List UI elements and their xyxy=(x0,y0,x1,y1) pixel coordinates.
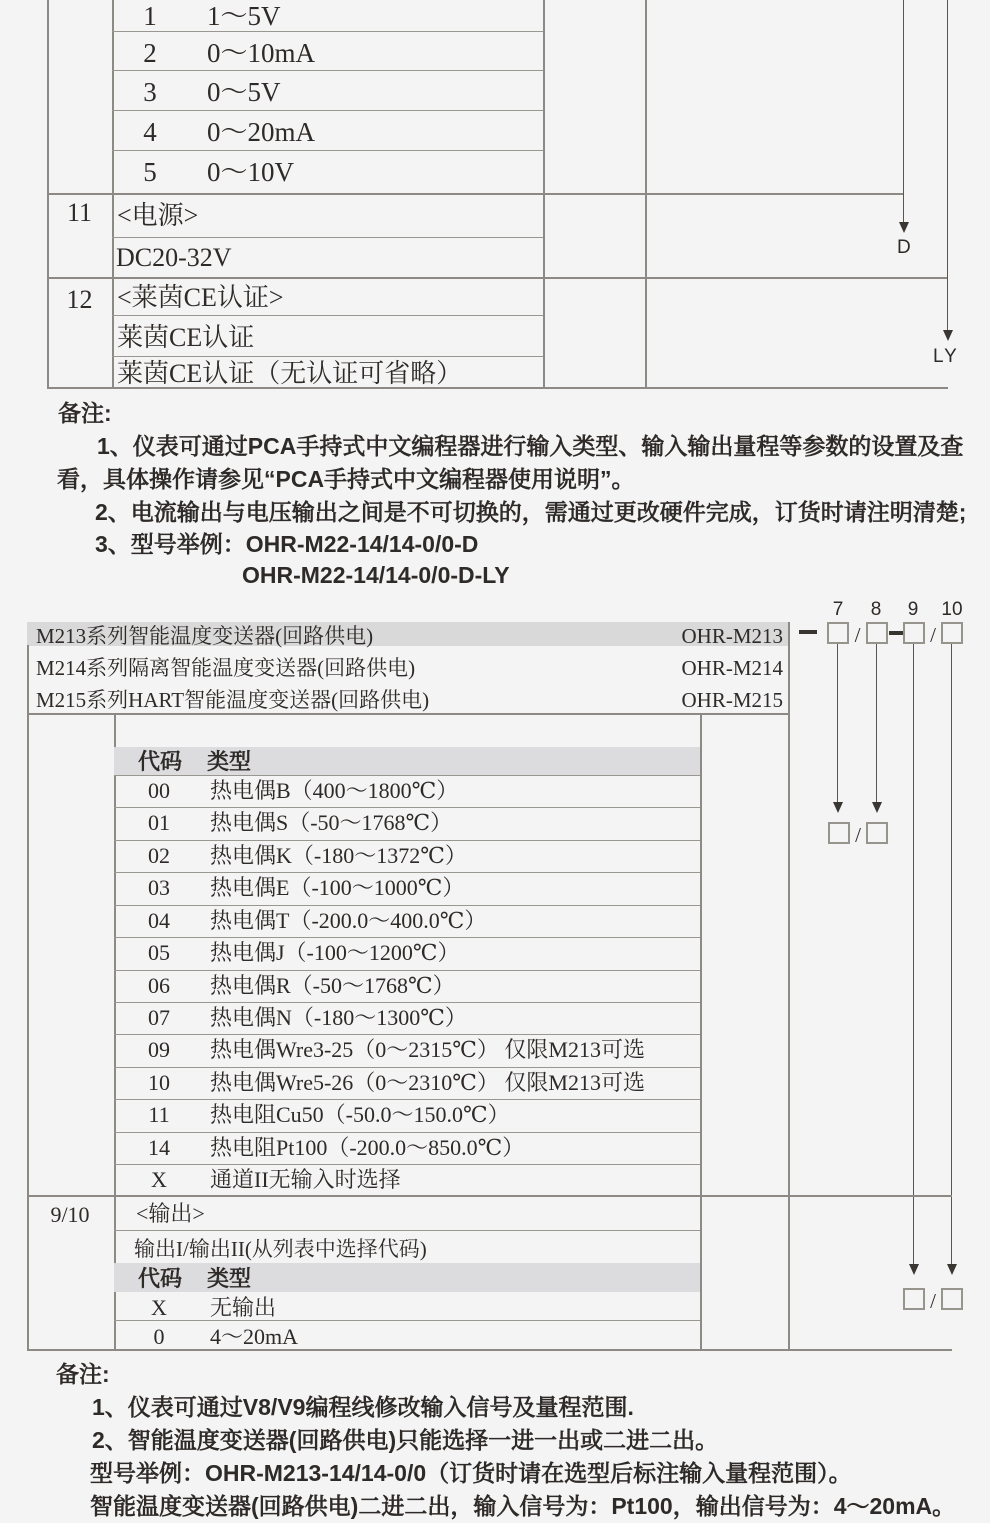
arrow-down-icon xyxy=(833,802,843,813)
option-label: 1～5V xyxy=(207,1,281,31)
selector-line-7 xyxy=(837,644,838,804)
column-header-code: 代码 xyxy=(138,1266,183,1291)
row-divider xyxy=(114,872,700,873)
row-divider xyxy=(114,1320,700,1321)
notes-title: 备注: xyxy=(56,1361,110,1387)
row-divider xyxy=(112,315,543,316)
table-row-type: 热电偶Wre3-25（0～2315℃） 仅限M213可选 xyxy=(210,1037,645,1062)
table-row-type: 热电偶N（-180～1300℃） xyxy=(210,1005,467,1030)
table-row-code: 09 xyxy=(148,1037,170,1062)
table-row-code: 0 xyxy=(153,1324,165,1349)
code-box-9 xyxy=(903,622,925,644)
table-bottom-border xyxy=(27,1349,952,1351)
arrow-down-icon xyxy=(899,222,909,233)
table-row-type: 通道II无输入时选择 xyxy=(210,1167,401,1192)
option-code: 3 xyxy=(143,77,157,107)
table-row-code: 14 xyxy=(148,1135,170,1160)
position-digit: 8 xyxy=(870,599,882,620)
row-option: 莱茵CE认证 xyxy=(117,323,255,352)
row-divider xyxy=(112,356,543,357)
row-divider xyxy=(112,237,543,238)
row-border xyxy=(27,713,790,715)
code-letter-ly: LY xyxy=(933,346,959,367)
row-divider xyxy=(114,1067,700,1068)
table-row-type: 热电偶B（400～1800℃） xyxy=(210,778,459,803)
row-divider xyxy=(112,31,543,32)
table-row-type: 热电偶S（-50～1768℃） xyxy=(210,810,453,835)
option-label: 0～10V xyxy=(207,157,294,187)
slash-separator: / xyxy=(930,623,936,647)
note-line: OHR-M22-14/14-0/0-D-LY xyxy=(242,562,510,588)
table-row-code: X xyxy=(151,1167,167,1192)
table-row-code: 00 xyxy=(148,778,170,803)
selector-line-8 xyxy=(876,644,877,804)
slash-separator: / xyxy=(930,1289,936,1313)
option-label: 0～20mA xyxy=(207,117,315,147)
table-row-type: 热电阻Pt100（-200.0～850.0℃） xyxy=(210,1135,525,1160)
table-header-bar xyxy=(114,1263,700,1292)
table-header-bar xyxy=(114,747,700,775)
row-number: 12 xyxy=(66,285,93,314)
row-number: 9/10 xyxy=(50,1202,90,1227)
note-line: 看，具体操作请参见“PCA手持式中文编程器使用说明”。 xyxy=(57,466,635,492)
row-divider xyxy=(112,70,543,71)
row-divider xyxy=(114,1164,700,1165)
series-name: M213系列智能温度变送器(回路供电) xyxy=(36,624,374,648)
row-divider xyxy=(114,1132,700,1133)
table-row-type: 热电偶T（-200.0～400.0℃） xyxy=(210,908,487,933)
table-row-code: 11 xyxy=(148,1102,170,1127)
row-value: DC20-32V xyxy=(116,243,232,272)
note-line: 型号举例：OHR-M213-14/14-0/0（订货时请在选型后标注输入量程范围）。 xyxy=(90,1460,852,1486)
row-subheader: 输出I/输出II(从列表中选择代码) xyxy=(134,1237,427,1261)
arrow-down-icon xyxy=(947,1264,957,1275)
code-letter-d: D xyxy=(897,237,911,258)
position-digit: 9 xyxy=(907,599,919,620)
table-border xyxy=(27,645,29,1349)
table-row-type: 热电偶Wre5-26（0～2310℃） 仅限M213可选 xyxy=(210,1070,645,1095)
row-divider xyxy=(114,1034,700,1035)
option-code: 1 xyxy=(143,1,157,31)
table-row-type: 热电偶J（-100～1200℃） xyxy=(210,940,460,965)
note-line: 1、仪表可通过V8/V9编程线修改输入信号及量程范围. xyxy=(92,1394,634,1420)
table-row-code: 06 xyxy=(148,973,170,998)
table-row-code: 04 xyxy=(148,908,170,933)
row-header: <输出> xyxy=(136,1201,205,1226)
slash-separator: / xyxy=(854,623,861,647)
note-line: 2、智能温度变送器(回路供电)只能选择一进一出或二进二出。 xyxy=(92,1427,719,1453)
dash-separator xyxy=(889,631,903,635)
row-divider xyxy=(114,1230,700,1231)
row-border xyxy=(47,277,948,279)
selector-line-9 xyxy=(913,644,914,1266)
arrow-down-icon xyxy=(943,330,953,341)
position-digit: 7 xyxy=(832,599,844,620)
row-option: 莱茵CE认证（无认证可省略） xyxy=(117,359,463,388)
row-number: 11 xyxy=(66,198,93,227)
selector-line-d xyxy=(903,0,904,224)
note-line: 智能温度变送器(回路供电)二进二出，输入信号为：Pt100，输出信号为：4～20mA。 xyxy=(90,1493,956,1519)
series-model: OHR-M214 xyxy=(681,656,783,680)
series-model: OHR-M215 xyxy=(681,688,783,712)
option-label: 0～5V xyxy=(207,77,281,107)
table-border xyxy=(788,622,790,1349)
arrow-down-icon xyxy=(909,1264,919,1275)
column-header-type: 类型 xyxy=(207,1266,252,1291)
row-divider xyxy=(114,905,700,906)
code-box-7 xyxy=(827,622,849,644)
option-code: 5 xyxy=(143,157,157,187)
selector-line-10 xyxy=(951,644,952,1266)
row-divider xyxy=(114,1099,700,1100)
slash-separator: / xyxy=(855,823,861,847)
table-row-code: 02 xyxy=(148,843,170,868)
dash-separator xyxy=(799,630,817,634)
code-box-10 xyxy=(941,622,963,644)
option-code: 4 xyxy=(143,117,157,147)
row-divider xyxy=(114,970,700,971)
row-header: <莱茵CE认证> xyxy=(117,283,284,312)
table-row-type: 热电阻Cu50（-50.0～150.0℃） xyxy=(210,1102,510,1127)
input-code-box-ii xyxy=(866,822,888,844)
table-row-code: 03 xyxy=(148,875,170,900)
output-code-box-i xyxy=(903,1288,925,1310)
table-row-code: 07 xyxy=(148,1005,170,1030)
table-row-code: 10 xyxy=(148,1070,170,1095)
output-code-box-ii xyxy=(941,1288,963,1310)
row-border xyxy=(47,193,904,195)
table-row-type: 热电偶K（-180～1372℃） xyxy=(210,843,467,868)
series-name: M214系列隔离智能温度变送器(回路供电) xyxy=(36,656,416,680)
row-divider xyxy=(114,1002,700,1003)
note-line: 2、电流输出与电压输出之间是不可切换的，需通过更改硬件完成，订货时请注明清楚; xyxy=(95,499,967,525)
table-row-type: 4～20mA xyxy=(210,1324,299,1349)
table-row-code: X xyxy=(151,1295,167,1320)
series-model: OHR-M213 xyxy=(681,624,783,648)
table-row-type: 热电偶R（-50～1768℃） xyxy=(210,973,455,998)
note-line: 1、仪表可通过PCA手持式中文编程器进行输入类型、输入输出量程等参数的设置及查 xyxy=(97,433,964,459)
table-row-code: 01 xyxy=(148,810,170,835)
row-divider xyxy=(114,937,700,938)
option-code: 2 xyxy=(143,38,157,68)
notes-title: 备注: xyxy=(58,400,112,426)
table-border xyxy=(114,713,116,1349)
arrow-down-icon xyxy=(872,802,882,813)
series-name: M215系列HART智能温度变送器(回路供电) xyxy=(36,688,430,712)
row-header: <电源> xyxy=(117,201,199,230)
table-border xyxy=(700,713,702,1349)
row-divider xyxy=(114,840,700,841)
code-box-8 xyxy=(866,622,888,644)
column-header-code: 代码 xyxy=(138,749,183,774)
selector-line-ly xyxy=(947,0,948,332)
table-row-type: 无输出 xyxy=(210,1295,277,1320)
row-divider xyxy=(112,150,543,151)
table-row-code: 05 xyxy=(148,940,170,965)
table-row-type: 热电偶E（-100～1000℃） xyxy=(210,875,465,900)
input-code-box-i xyxy=(828,822,850,844)
note-line: 3、型号举例：OHR-M22-14/14-0/0-D xyxy=(95,531,479,557)
row-border xyxy=(27,1195,952,1197)
row-divider xyxy=(114,807,700,808)
position-digit: 10 xyxy=(941,599,963,620)
option-label: 0～10mA xyxy=(207,38,315,68)
column-header-type: 类型 xyxy=(207,749,252,774)
row-divider xyxy=(114,775,700,776)
row-divider xyxy=(112,110,543,111)
